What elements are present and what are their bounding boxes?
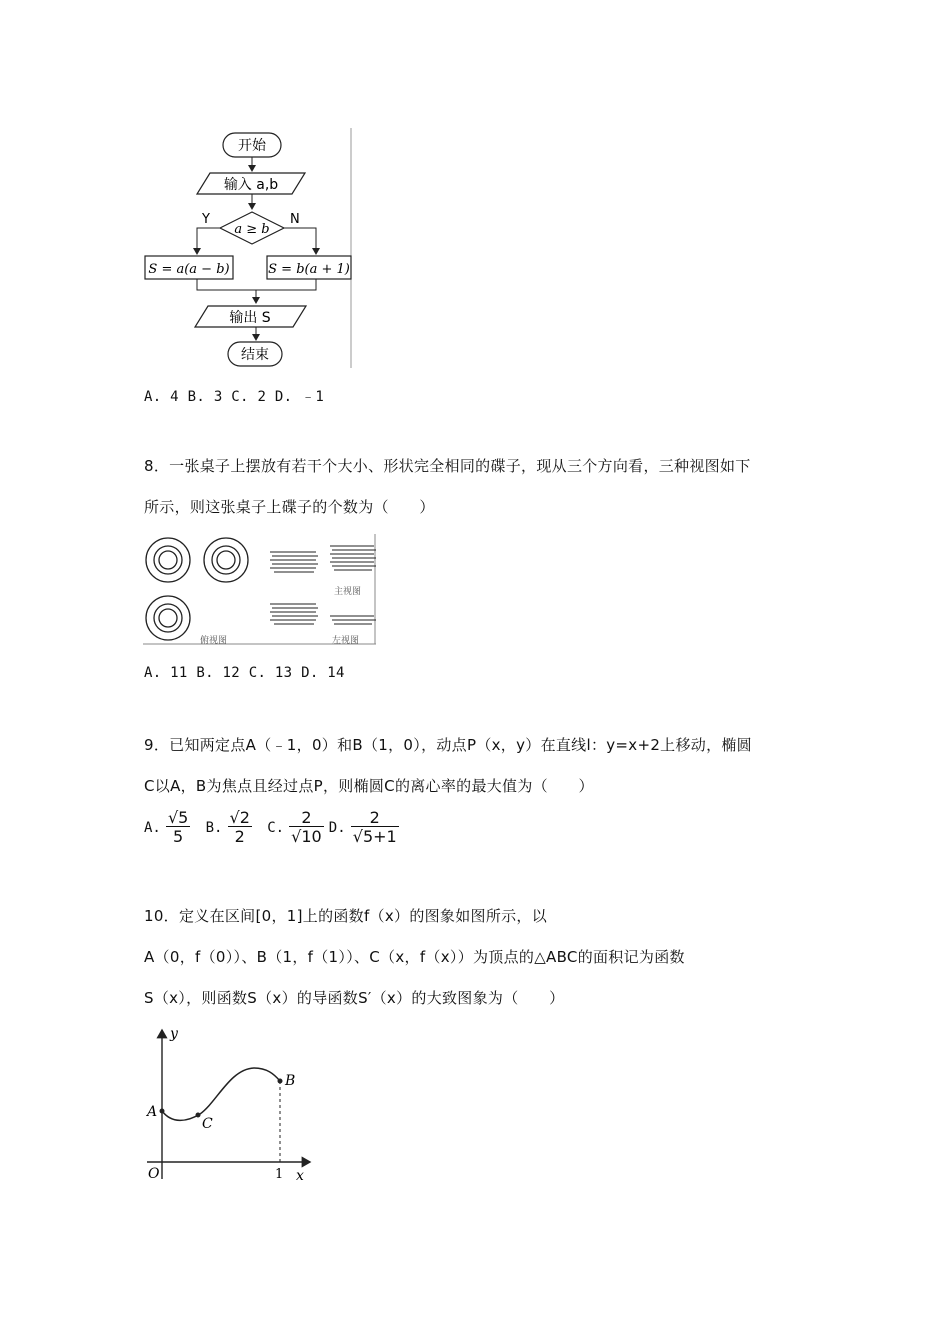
function-curve xyxy=(162,1068,280,1120)
flow-no-label: N xyxy=(290,212,300,227)
q10-stem-line2: A（0，f（0））、B（1，f（1））、C（x，f（x））为顶点的△ABC的面积记为函数 xyxy=(144,948,685,966)
flow-start-label: 开始 xyxy=(238,138,266,154)
q9-option-d-label: D. xyxy=(328,820,346,836)
q9-option-c-denominator: √10 xyxy=(291,827,322,846)
q9-option-a-fraction xyxy=(166,810,190,845)
y-axis-label: y xyxy=(170,1026,178,1042)
q9-option-a-numerator: √5 xyxy=(167,808,189,827)
q9-option-b-fraction xyxy=(228,810,252,845)
flow-yes-label: Y xyxy=(202,212,210,227)
flow-right-process-label: S = b(a + 1) xyxy=(268,262,350,277)
q9-options xyxy=(144,810,399,854)
point-c-label: C xyxy=(202,1116,213,1132)
flow-end-label: 结束 xyxy=(241,347,269,363)
plates-three-views-figure xyxy=(142,532,378,648)
q9-option-b-label: B. xyxy=(205,820,223,836)
q9-option-a-denominator: 5 xyxy=(173,827,184,846)
point-b xyxy=(278,1079,283,1084)
q9-option-c-label: C. xyxy=(267,820,285,836)
q9-option-a-label: A. xyxy=(144,820,161,836)
function-graph-figure xyxy=(142,1024,320,1186)
q9-option-d-fraction xyxy=(351,810,399,845)
side-view-caption: 左视图 xyxy=(332,636,360,646)
q9-option-d-numerator: 2 xyxy=(351,810,399,827)
flow-output-label: 输出 S xyxy=(229,310,271,326)
flow-decision-label: a ≥ b xyxy=(234,222,270,237)
x-tick-one-label: 1 xyxy=(275,1167,284,1182)
x-axis-label: x xyxy=(296,1168,304,1184)
top-view-caption: 俯视图 xyxy=(200,636,228,646)
q9-option-c-numerator: 2 xyxy=(289,810,324,827)
q8-stem-line2: 所示，则这张桌子上碟子的个数为（ ） xyxy=(144,498,435,516)
flow-input-label: 输入 a,b xyxy=(223,177,279,193)
point-b-label: B xyxy=(285,1073,296,1089)
origin-label: O xyxy=(148,1166,160,1182)
point-a-label: A xyxy=(147,1104,158,1120)
front-view-caption: 主视图 xyxy=(334,587,362,597)
q9-option-d-denominator: √5+1 xyxy=(352,827,397,846)
q9-stem-line2: C以A，B为焦点且经过点P，则椭圆C的离心率的最大值为（ ） xyxy=(144,777,594,795)
q9-option-c-fraction xyxy=(289,810,324,845)
top-view-plates xyxy=(146,538,248,640)
q7-options: A. 4 B. 3 C. 2 D. ﹣1 xyxy=(144,389,325,405)
point-a xyxy=(160,1109,165,1114)
q10-stem-line3: S（x），则函数S（x）的导函数S′（x）的大致图象为（ ） xyxy=(144,989,565,1007)
q8-options: A. 11 B. 12 C. 13 D. 14 xyxy=(144,665,345,681)
q9-option-b-denominator: 2 xyxy=(234,827,245,846)
front-view-stacks xyxy=(270,546,376,572)
side-view-stacks xyxy=(270,604,376,624)
point-c xyxy=(196,1113,201,1118)
q9-stem-line1: 9．已知两定点A（﹣1，0）和B（1，0），动点P（x，y）在直线l：y=x+2上移动，椭圆 xyxy=(144,736,752,754)
q8-stem-line1: 8．一张桌子上摆放有若干个大小、形状完全相同的碟子，现从三个方向看，三种视图如下 xyxy=(144,457,751,475)
q10-stem-line1: 10．定义在区间[0，1]上的函数f（x）的图象如图所示，以 xyxy=(144,907,548,925)
q9-option-b-numerator: √2 xyxy=(229,808,250,827)
flow-left-process-label: S = a(a − b) xyxy=(148,262,230,277)
flowchart-figure xyxy=(140,126,356,372)
